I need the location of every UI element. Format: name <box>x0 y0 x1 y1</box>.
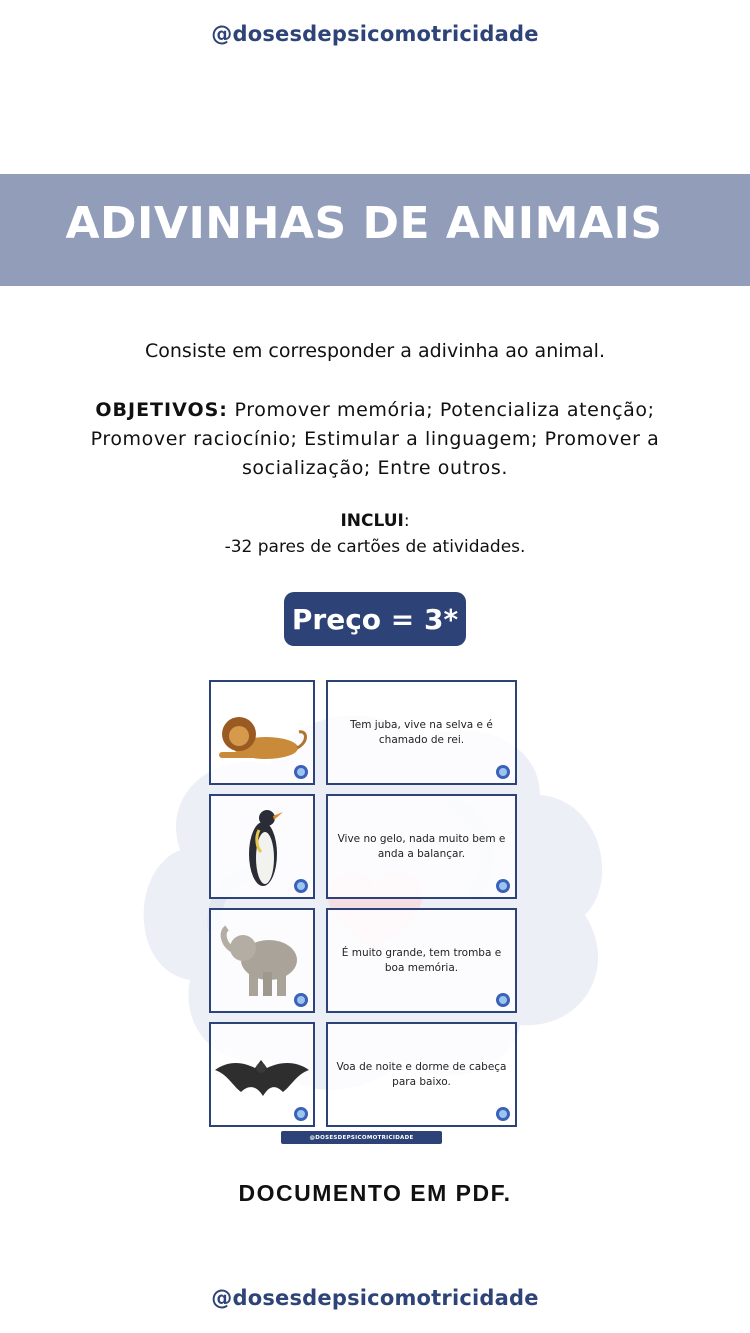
brand-logo-icon <box>495 991 511 1007</box>
includes-colon: : <box>403 511 410 531</box>
product-preview <box>120 680 620 1150</box>
brand-logo-icon <box>293 991 309 1007</box>
riddle-card-1 <box>326 680 517 785</box>
animal-card-bat <box>209 1022 315 1127</box>
brand-logo-icon <box>293 763 309 779</box>
objectives-text: Promover memória; Potencializa atenção; Promover raciocínio; Estimular a linguagem; Promover a socialização; Entre outros. <box>90 399 660 479</box>
riddle-text: Tem juba, vive na selva e é chamado de rei. <box>350 718 493 746</box>
instagram-handle-top: @dosesdepsicomotricidade <box>211 22 539 46</box>
riddle-card-4 <box>326 1022 517 1127</box>
riddle-card-2 <box>326 794 517 899</box>
includes-item: -32 pares de cartões de atividades. <box>224 537 526 557</box>
brand-logo-icon <box>495 763 511 779</box>
includes-heading <box>0 511 750 531</box>
includes-label: INCLUI <box>340 511 404 531</box>
animal-card-lion <box>209 680 315 785</box>
brand-logo-icon <box>293 1105 309 1121</box>
page-title: ADIVINHAS DE ANIMAIS <box>65 198 663 249</box>
riddle-card-3 <box>326 908 517 1013</box>
brand-logo-icon <box>495 877 511 893</box>
brand-logo-icon <box>293 877 309 893</box>
riddle-text: É muito grande, tem tromba e boa memória. <box>341 946 502 974</box>
animal-card-elephant <box>209 908 315 1013</box>
instagram-handle-bottom: @dosesdepsicomotricidade <box>211 1286 539 1310</box>
objectives-label: OBJETIVOS: <box>95 399 228 421</box>
objectives-paragraph <box>70 396 680 483</box>
riddle-text: Vive no gelo, nada muito bem e anda a balançar. <box>337 832 506 860</box>
format-label: DOCUMENTO EM PDF. <box>238 1180 512 1206</box>
price-badge: Preço = 3* <box>284 592 466 646</box>
riddle-text: Voa de noite e dorme de cabeça para baixo. <box>336 1060 507 1088</box>
animal-card-penguin <box>209 794 315 899</box>
preview-footer-label: @DOSESDEPSICOMOTRICIDADE <box>281 1131 442 1144</box>
brand-logo-icon <box>495 1105 511 1121</box>
intro-text: Consiste em corresponder a adivinha ao animal. <box>145 340 605 362</box>
